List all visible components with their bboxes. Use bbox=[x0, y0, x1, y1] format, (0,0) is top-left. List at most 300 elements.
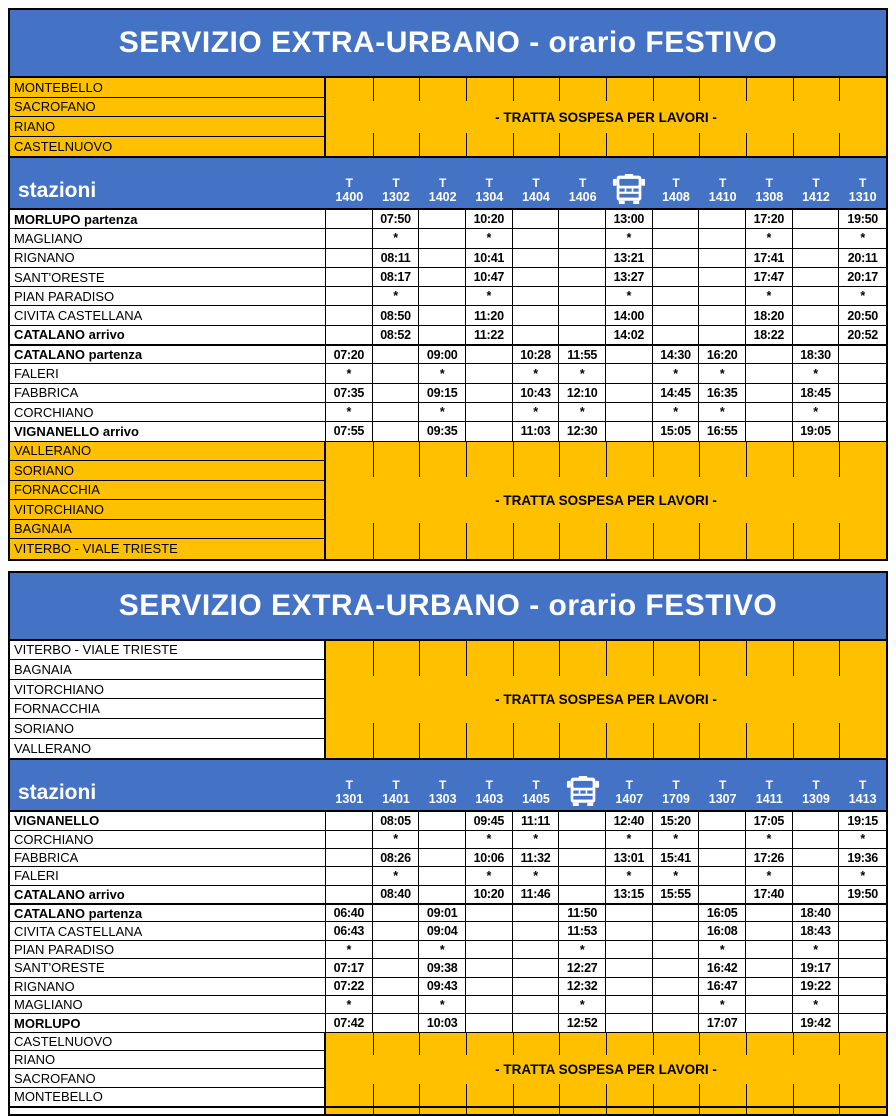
station-name-cell: RIGNANO bbox=[10, 249, 326, 268]
train-number-label: 1407 bbox=[615, 792, 644, 807]
time-cell: 11:50 bbox=[559, 905, 606, 922]
column-divider-tick bbox=[839, 723, 840, 758]
time-cell bbox=[373, 1014, 420, 1032]
time-cell bbox=[466, 996, 513, 1014]
column-divider-tick bbox=[513, 133, 514, 156]
suspended-section bbox=[10, 442, 886, 559]
station-row bbox=[10, 287, 886, 306]
station-name-cell: VITERBO - VIALE TRIESTE bbox=[10, 539, 324, 559]
column-header-train bbox=[793, 760, 840, 810]
column-header-train bbox=[326, 158, 373, 208]
time-cell: 15:20 bbox=[653, 812, 700, 830]
column-divider-tick bbox=[699, 442, 700, 477]
column-header-train bbox=[793, 158, 840, 208]
column-divider-tick bbox=[559, 78, 560, 101]
time-cell: * bbox=[419, 996, 466, 1014]
train-number-label: 1308 bbox=[755, 190, 784, 204]
time-cell bbox=[606, 364, 653, 383]
station-name-cell: VITORCHIANO bbox=[10, 680, 324, 700]
column-divider-tick bbox=[699, 523, 700, 558]
train-number-label: 1412 bbox=[802, 190, 830, 204]
train-number-label: 1307 bbox=[708, 792, 737, 807]
time-cell bbox=[513, 959, 560, 977]
time-cell: 11:53 bbox=[559, 922, 606, 940]
time-cell bbox=[419, 287, 466, 306]
column-divider-tick bbox=[699, 1033, 700, 1055]
column-divider-tick bbox=[746, 1084, 747, 1106]
time-cell: 08:11 bbox=[373, 249, 420, 268]
column-header-train bbox=[419, 760, 466, 810]
column-divider-tick bbox=[839, 442, 840, 477]
column-divider-tick bbox=[466, 1084, 467, 1106]
time-cell bbox=[466, 364, 513, 383]
time-cell: 18:30 bbox=[793, 346, 840, 364]
train-number-label: 1301 bbox=[335, 792, 364, 807]
time-cell bbox=[606, 346, 653, 364]
train-type-label: T bbox=[392, 176, 400, 190]
time-cell: * bbox=[746, 867, 793, 885]
cutoff-suspended-area bbox=[326, 1108, 886, 1114]
station-name-cell: VITORCHIANO bbox=[10, 500, 324, 520]
time-cell bbox=[653, 210, 700, 229]
time-cell bbox=[793, 268, 840, 287]
train-number-label: 1400 bbox=[335, 190, 364, 204]
column-header-train bbox=[653, 760, 700, 810]
time-cell bbox=[653, 249, 700, 268]
time-cell: * bbox=[513, 831, 560, 849]
time-cell: 13:21 bbox=[606, 249, 653, 268]
column-divider-tick bbox=[373, 1108, 374, 1114]
column-divider-tick bbox=[513, 723, 514, 758]
time-cell bbox=[373, 422, 420, 441]
time-cell: * bbox=[326, 941, 373, 959]
station-row bbox=[10, 1014, 886, 1032]
time-cell: 11:20 bbox=[466, 306, 513, 325]
stations-label: stazioni bbox=[18, 781, 97, 805]
station-name-cell: VITERBO - VIALE TRIESTE bbox=[10, 641, 324, 661]
time-cell bbox=[746, 941, 793, 959]
time-cell bbox=[793, 306, 840, 325]
time-cell bbox=[559, 812, 606, 830]
time-cell: 07:22 bbox=[326, 978, 373, 996]
column-divider-tick bbox=[513, 523, 514, 558]
station-name-cell: MONTEBELLO bbox=[10, 78, 324, 98]
time-cell bbox=[606, 422, 653, 441]
time-cell: * bbox=[746, 287, 793, 306]
station-name-cell: SACROFANO bbox=[10, 1069, 324, 1087]
column-divider-tick bbox=[606, 133, 607, 156]
time-cell bbox=[559, 886, 606, 904]
suspended-station-column bbox=[10, 1033, 326, 1106]
time-cell: 11:32 bbox=[513, 849, 560, 867]
time-cell: 09:15 bbox=[419, 384, 466, 403]
time-cell: * bbox=[839, 287, 886, 306]
train-type-label: T bbox=[672, 176, 680, 190]
column-divider-tick bbox=[419, 1108, 420, 1114]
time-cell bbox=[606, 922, 653, 940]
time-cell: 19:15 bbox=[839, 812, 886, 830]
train-number-label: 1309 bbox=[802, 792, 830, 807]
time-cell: * bbox=[419, 364, 466, 383]
time-cell bbox=[839, 364, 886, 383]
time-cell: 18:45 bbox=[793, 384, 840, 403]
time-cell: 07:17 bbox=[326, 959, 373, 977]
time-cell: 08:50 bbox=[373, 306, 420, 325]
time-cell bbox=[373, 403, 420, 422]
time-cell bbox=[653, 326, 700, 345]
time-cell bbox=[839, 384, 886, 403]
stations-header-bar bbox=[10, 156, 886, 210]
station-name-cell: CATALANO partenza bbox=[10, 346, 326, 364]
time-cell bbox=[466, 1014, 513, 1032]
column-header-train bbox=[466, 158, 513, 208]
bus-icon-wrap bbox=[611, 174, 647, 205]
stations-label: stazioni bbox=[18, 179, 97, 202]
column-divider-tick bbox=[606, 1033, 607, 1055]
station-name-cell: MAGLIANO bbox=[10, 229, 326, 248]
column-divider-tick bbox=[373, 1033, 374, 1055]
suspended-section bbox=[10, 1033, 886, 1106]
time-cell bbox=[373, 941, 420, 959]
column-divider-tick bbox=[746, 1108, 747, 1114]
time-cell: * bbox=[466, 867, 513, 885]
column-header-train bbox=[513, 158, 560, 208]
time-cell bbox=[559, 249, 606, 268]
time-cell: 17:40 bbox=[746, 886, 793, 904]
time-cell bbox=[326, 849, 373, 867]
station-row bbox=[10, 904, 886, 922]
time-cell: 16:08 bbox=[699, 922, 746, 940]
time-cell: * bbox=[326, 403, 373, 422]
time-cell: 19:17 bbox=[793, 959, 840, 977]
time-cell bbox=[839, 959, 886, 977]
column-divider-tick bbox=[699, 78, 700, 101]
column-divider-tick bbox=[513, 1084, 514, 1106]
train-number-label: 1310 bbox=[848, 190, 877, 204]
train-number-label: 1401 bbox=[382, 792, 410, 807]
time-cell bbox=[513, 210, 560, 229]
time-cell: 11:11 bbox=[513, 812, 560, 830]
time-cell bbox=[513, 996, 560, 1014]
column-divider-tick bbox=[559, 641, 560, 676]
time-cell bbox=[793, 812, 840, 830]
column-divider-tick bbox=[793, 1108, 794, 1114]
time-cell: 16:35 bbox=[699, 384, 746, 403]
time-cell: 15:55 bbox=[653, 886, 700, 904]
station-name-cell: CASTELNUOVO bbox=[10, 137, 324, 157]
time-cell bbox=[653, 229, 700, 248]
time-cell: * bbox=[653, 867, 700, 885]
station-row bbox=[10, 326, 886, 345]
station-name-cell: CORCHIANO bbox=[10, 403, 326, 422]
column-divider-tick bbox=[559, 1108, 560, 1114]
column-divider-tick bbox=[373, 133, 374, 156]
time-cell bbox=[419, 306, 466, 325]
column-divider-tick bbox=[419, 641, 420, 676]
time-cell bbox=[793, 886, 840, 904]
time-cell: 10:47 bbox=[466, 268, 513, 287]
time-cell: 10:20 bbox=[466, 210, 513, 229]
train-type-label: T bbox=[485, 778, 493, 793]
column-divider-tick bbox=[839, 1033, 840, 1055]
time-cell: * bbox=[373, 229, 420, 248]
station-row bbox=[10, 249, 886, 268]
station-row bbox=[10, 422, 886, 441]
train-number-label: 1403 bbox=[475, 792, 504, 807]
column-divider-tick bbox=[793, 523, 794, 558]
column-divider-tick bbox=[466, 442, 467, 477]
station-name-cell: BAGNAIA bbox=[10, 660, 324, 680]
time-cell: 17:05 bbox=[746, 812, 793, 830]
station-row bbox=[10, 229, 886, 248]
station-name-cell: PIAN PARADISO bbox=[10, 941, 326, 959]
column-header-train bbox=[606, 760, 653, 810]
time-cell bbox=[839, 422, 886, 441]
time-cell: 12:52 bbox=[559, 1014, 606, 1032]
time-cell: 19:05 bbox=[793, 422, 840, 441]
time-cell bbox=[839, 978, 886, 996]
table-gap bbox=[8, 561, 888, 571]
station-row bbox=[10, 345, 886, 364]
time-cell: 15:41 bbox=[653, 849, 700, 867]
time-cell: 09:38 bbox=[419, 959, 466, 977]
station-name-cell: FABBRICA bbox=[10, 384, 326, 403]
train-number-label: 1402 bbox=[428, 190, 457, 204]
time-cell: * bbox=[326, 364, 373, 383]
time-cell bbox=[839, 1014, 886, 1032]
column-divider-tick bbox=[513, 78, 514, 101]
time-cell: 09:43 bbox=[419, 978, 466, 996]
time-cell: 16:20 bbox=[699, 346, 746, 364]
column-divider-tick bbox=[839, 78, 840, 101]
column-divider-tick bbox=[373, 1084, 374, 1106]
column-header-train bbox=[466, 760, 513, 810]
time-cell: 14:30 bbox=[653, 346, 700, 364]
time-cell bbox=[466, 346, 513, 364]
column-divider-tick bbox=[559, 133, 560, 156]
time-cell: * bbox=[839, 229, 886, 248]
suspended-banner: - TRATTA SOSPESA PER LAVORI - bbox=[495, 492, 717, 508]
time-cell: 12:27 bbox=[559, 959, 606, 977]
time-cell bbox=[559, 867, 606, 885]
time-cell bbox=[466, 905, 513, 922]
time-cell bbox=[746, 978, 793, 996]
time-cell bbox=[466, 384, 513, 403]
station-row bbox=[10, 268, 886, 287]
time-cell bbox=[746, 422, 793, 441]
time-cell: 10:41 bbox=[466, 249, 513, 268]
time-cell bbox=[559, 210, 606, 229]
station-row bbox=[10, 959, 886, 977]
column-divider-tick bbox=[466, 1033, 467, 1055]
time-cell bbox=[373, 905, 420, 922]
time-cell: * bbox=[793, 364, 840, 383]
time-cell bbox=[419, 812, 466, 830]
time-cell: * bbox=[513, 867, 560, 885]
train-number-label: 1303 bbox=[428, 792, 457, 807]
time-cell: 17:26 bbox=[746, 849, 793, 867]
time-cell bbox=[419, 886, 466, 904]
station-name-cell: FORNACCHIA bbox=[10, 699, 324, 719]
time-cell bbox=[699, 867, 746, 885]
station-name-cell: CORCHIANO bbox=[10, 831, 326, 849]
time-cell bbox=[606, 905, 653, 922]
time-cell bbox=[326, 831, 373, 849]
column-divider-tick bbox=[699, 641, 700, 676]
time-cell bbox=[513, 922, 560, 940]
time-cell: 10:43 bbox=[513, 384, 560, 403]
column-divider-tick bbox=[793, 723, 794, 758]
time-cell bbox=[559, 849, 606, 867]
station-row bbox=[10, 812, 886, 830]
station-row bbox=[10, 831, 886, 849]
column-divider-tick bbox=[653, 1108, 654, 1114]
train-number-label: 1406 bbox=[568, 190, 597, 204]
train-number-label: 1405 bbox=[522, 792, 550, 807]
column-divider-tick bbox=[653, 1033, 654, 1055]
column-divider-tick bbox=[466, 523, 467, 558]
column-divider-tick bbox=[466, 78, 467, 101]
time-cell: * bbox=[559, 403, 606, 422]
train-number-label: 1404 bbox=[522, 190, 550, 204]
time-cell bbox=[466, 978, 513, 996]
column-header-train bbox=[373, 158, 420, 208]
time-cell bbox=[513, 978, 560, 996]
column-divider-tick bbox=[653, 523, 654, 558]
time-cell: * bbox=[606, 229, 653, 248]
time-cell bbox=[513, 287, 560, 306]
time-cell: 07:42 bbox=[326, 1014, 373, 1032]
time-cell bbox=[746, 384, 793, 403]
column-divider-tick bbox=[606, 442, 607, 477]
column-divider-tick bbox=[373, 723, 374, 758]
time-cell: 06:43 bbox=[326, 922, 373, 940]
column-header-train bbox=[653, 158, 700, 208]
time-cell: 08:40 bbox=[373, 886, 420, 904]
column-divider-tick bbox=[419, 1084, 420, 1106]
station-name-cell: FALERI bbox=[10, 364, 326, 383]
column-divider-tick bbox=[746, 133, 747, 156]
time-cell: 12:30 bbox=[559, 422, 606, 441]
time-cell bbox=[606, 959, 653, 977]
train-type-label: T bbox=[485, 176, 493, 190]
time-cell: 19:36 bbox=[839, 849, 886, 867]
train-type-label: T bbox=[625, 778, 633, 793]
time-cell: 20:50 bbox=[839, 306, 886, 325]
station-row bbox=[10, 941, 886, 959]
time-cell bbox=[653, 996, 700, 1014]
column-header-train bbox=[699, 760, 746, 810]
suspended-area bbox=[326, 78, 886, 156]
time-cell: 19:42 bbox=[793, 1014, 840, 1032]
time-cell bbox=[513, 249, 560, 268]
column-divider-tick bbox=[746, 1033, 747, 1055]
time-cell: * bbox=[746, 229, 793, 248]
time-cell: * bbox=[373, 867, 420, 885]
station-row bbox=[10, 384, 886, 403]
time-cell: 17:47 bbox=[746, 268, 793, 287]
timetable-2 bbox=[8, 571, 888, 1116]
time-cell bbox=[746, 959, 793, 977]
time-cell bbox=[839, 941, 886, 959]
time-cell: * bbox=[419, 403, 466, 422]
station-name-cell: FORNACCHIA bbox=[10, 481, 324, 501]
time-cell bbox=[419, 326, 466, 345]
column-divider-tick bbox=[466, 641, 467, 676]
time-cell bbox=[373, 346, 420, 364]
column-header-train bbox=[839, 158, 886, 208]
time-cell bbox=[606, 978, 653, 996]
time-cell bbox=[606, 1014, 653, 1032]
station-name-cell: CIVITA CASTELLANA bbox=[10, 922, 326, 940]
time-cell: * bbox=[793, 403, 840, 422]
station-name-cell: SANT'ORESTE bbox=[10, 959, 326, 977]
column-divider-tick bbox=[373, 523, 374, 558]
time-cell: 18:43 bbox=[793, 922, 840, 940]
column-divider-tick bbox=[419, 1033, 420, 1055]
time-cell bbox=[839, 922, 886, 940]
time-cell: 09:04 bbox=[419, 922, 466, 940]
train-type-label: T bbox=[858, 176, 867, 190]
column-divider-tick bbox=[746, 641, 747, 676]
column-header-train bbox=[559, 158, 606, 208]
train-type-label: T bbox=[532, 778, 540, 793]
time-cell bbox=[559, 287, 606, 306]
station-name-cell: BAGNAIA bbox=[10, 520, 324, 540]
time-cell bbox=[466, 403, 513, 422]
time-cell bbox=[793, 326, 840, 345]
time-cell bbox=[513, 905, 560, 922]
time-cell: * bbox=[699, 364, 746, 383]
time-cell bbox=[653, 978, 700, 996]
page-title: SERVIZIO EXTRA-URBANO - orario FESTIVO bbox=[118, 26, 778, 59]
time-cell: * bbox=[513, 403, 560, 422]
station-row bbox=[10, 364, 886, 383]
time-cell bbox=[746, 1014, 793, 1032]
time-cell bbox=[513, 326, 560, 345]
station-name-cell: MORLUPO partenza bbox=[10, 210, 326, 229]
station-row bbox=[10, 306, 886, 325]
station-name-cell: MONTEBELLO bbox=[10, 1088, 324, 1106]
column-divider-tick bbox=[606, 723, 607, 758]
time-cell: 09:00 bbox=[419, 346, 466, 364]
time-cell bbox=[653, 959, 700, 977]
time-cell bbox=[699, 210, 746, 229]
time-cell: 14:02 bbox=[606, 326, 653, 345]
time-cell bbox=[419, 229, 466, 248]
time-cell: 07:35 bbox=[326, 384, 373, 403]
column-divider-tick bbox=[466, 1108, 467, 1114]
time-cell bbox=[559, 831, 606, 849]
station-name-cell: SANT'ORESTE bbox=[10, 268, 326, 287]
station-name-cell: PIAN PARADISO bbox=[10, 287, 326, 306]
time-cell bbox=[653, 306, 700, 325]
column-header-train bbox=[373, 760, 420, 810]
train-type-label: T bbox=[532, 176, 540, 190]
station-name-cell: VIGNANELLO arrivo bbox=[10, 422, 326, 441]
column-header-train bbox=[326, 760, 373, 810]
time-cell bbox=[326, 812, 373, 830]
suspended-station-column bbox=[10, 442, 326, 559]
train-type-label: T bbox=[718, 176, 727, 190]
time-cell bbox=[699, 249, 746, 268]
station-row bbox=[10, 210, 886, 229]
column-divider-tick bbox=[839, 133, 840, 156]
time-cell bbox=[373, 978, 420, 996]
station-name-cell: MORLUPO bbox=[10, 1014, 326, 1032]
time-cell bbox=[559, 268, 606, 287]
column-divider-tick bbox=[793, 133, 794, 156]
